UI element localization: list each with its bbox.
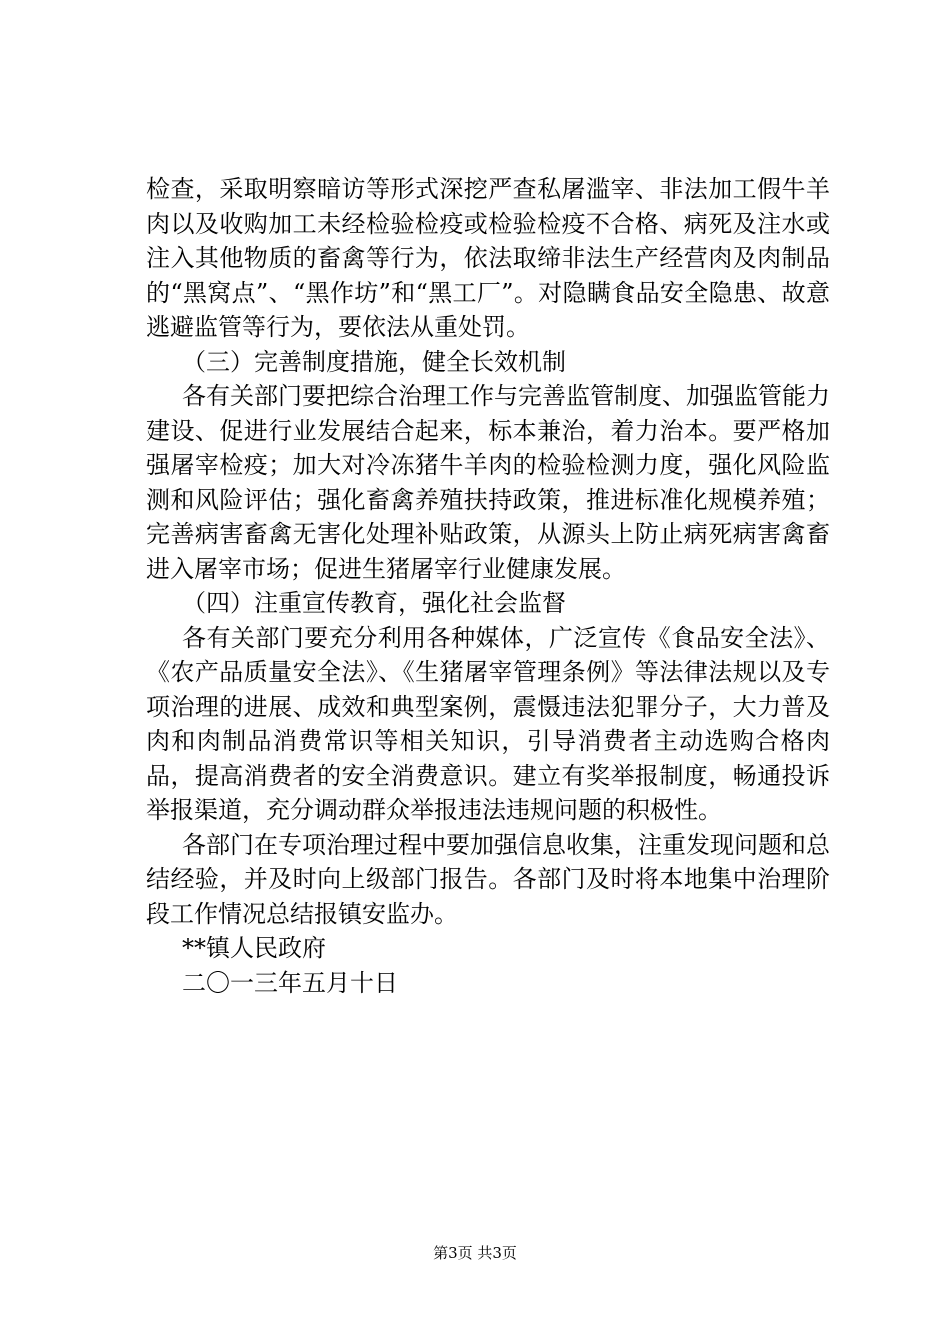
section-heading-4: （四）注重宣传教育，强化社会监督	[182, 589, 566, 617]
paragraph-continuation: 检查，采取明察暗访等形式深挖严查私屠滥宰、非法加工假牛羊肉以及收购加工未经检验检疫或检验检疫不合格、病死及注水或注入其他物质的畜禽等行为，依法取缔非法生产经营肉及肉制品的“黑窝点”、“黑作坊”和“黑工厂”。对隐瞒食品安全隐患、故意逃避监管等行为，要依法从重处罚。	[146, 175, 830, 341]
signature-date: 二〇一三年五月十日	[182, 968, 398, 997]
document-body	[146, 172, 830, 1000]
section-heading-3: （三）完善制度措施，健全长效机制	[182, 347, 566, 376]
paragraph-section-3: 各有关部门要把综合治理工作与完善监管制度、加强监管能力建设、促进行业发展结合起来，标本兼治，着力治本。要严格加强屠宰检疫；加大对冷冻猪牛羊肉的检验检测力度，强化风险监测和风险评估；强化畜禽养殖扶持政策，推进标准化规模养殖；完善病害畜禽无害化处理补贴政策，从源头上防止病死病害禽畜进入屠宰市场；促进生猪屠宰行业健康发展。	[146, 382, 830, 583]
paragraph-closing: 各部门在专项治理过程中要加强信息收集，注重发现问题和总结经验，并及时向上级部门报告。各部门及时将本地集中治理阶段工作情况总结报镇安监办。	[146, 830, 830, 928]
signature-organization: **镇人民政府	[182, 934, 326, 962]
paragraph-section-4: 各有关部门要充分利用各种媒体，广泛宣传《食品安全法》、《农产品质量安全法》、《生猪屠宰管理条例》等法律法规以及专项治理的进展、成效和典型案例，震慑违法犯罪分子，大力普及肉和肉制品消费常识等相关知识，引导消费者主动选购合格肉品，提高消费者的安全消费意识。建立有奖举报制度，畅通投诉举报渠道，充分调动群众举报违法违规问题的积极性。	[146, 623, 830, 824]
page-number-footer: 第3页 共3页	[433, 1244, 517, 1262]
